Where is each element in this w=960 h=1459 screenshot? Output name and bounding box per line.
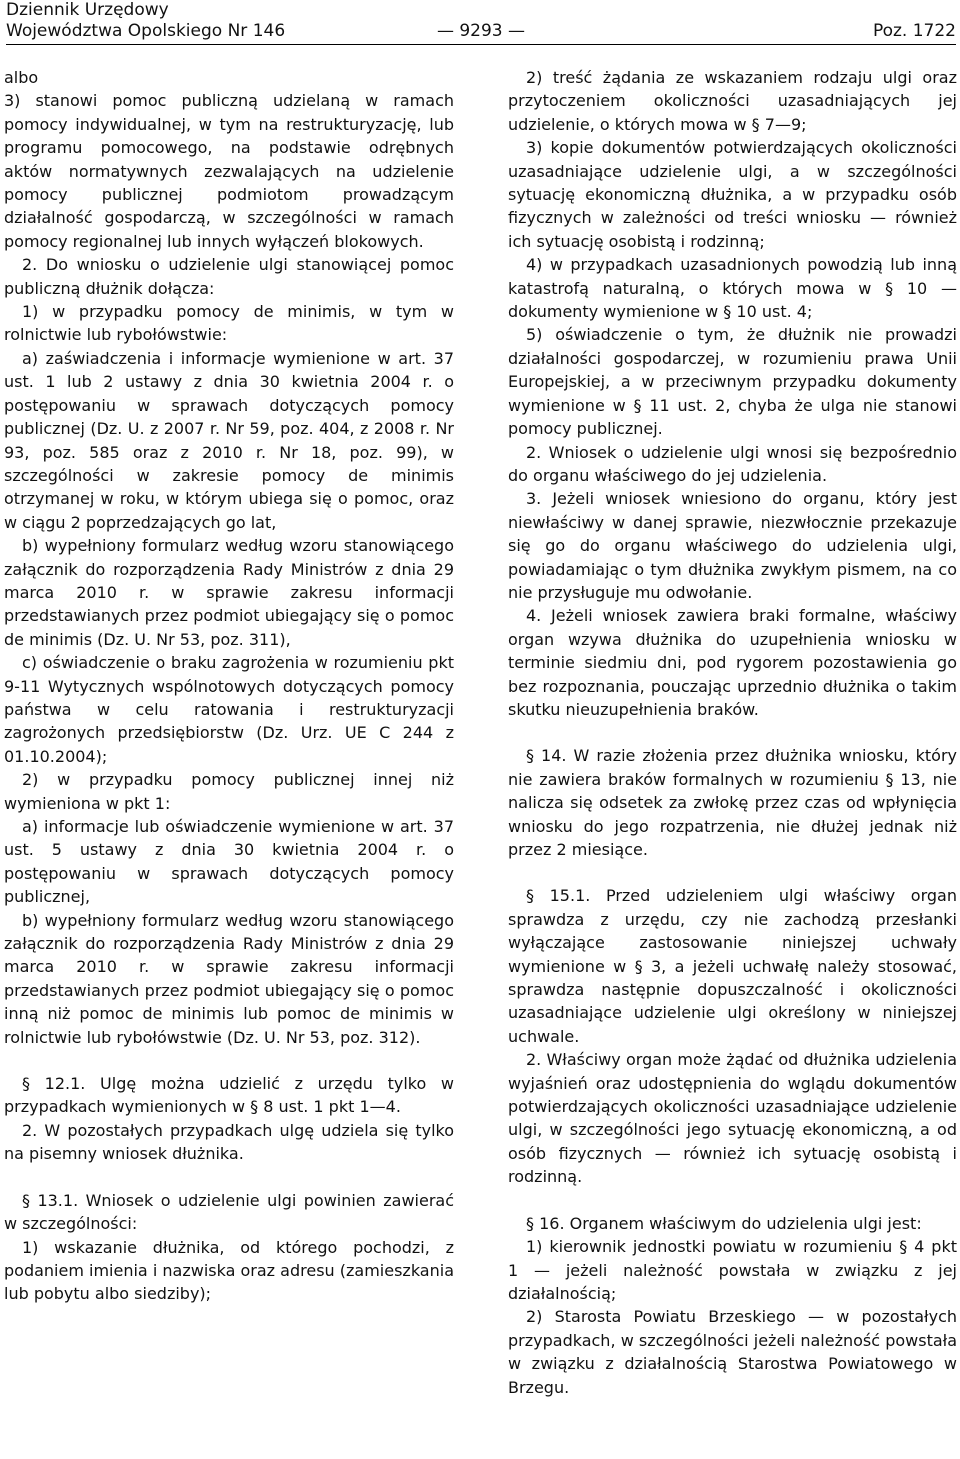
paragraph: 2) Starosta Powiatu Brzeskiego — w pozostałych przypadkach, w szczególności jeżeli należność powstała w związku z działalnością Starostwa Powiatowego w Brzegu. bbox=[508, 1307, 957, 1397]
paragraph: albo bbox=[4, 68, 39, 87]
journal-subtitle: Województwa Opolskiego Nr 146 bbox=[6, 21, 286, 41]
paragraph: 2) w przypadku pomocy publicznej innej niż wymieniona w pkt 1: bbox=[4, 770, 454, 813]
paragraph: 2. Właściwy organ może żądać od dłużnika udzielenia wyjaśnień oraz udostępnienia do wglądu dokumentów potwierdzających okoliczności uzasadniające udzielenie ulgi, w szczególności jego sytuację ekonomiczną, a od osób fizycznych — również ich sytuację osobistą i rodzinną. bbox=[508, 1050, 957, 1187]
paragraph: a) informacje lub oświadczenie wymienione w art. 37 ust. 5 ustawy z dnia 30 kwietnia 2004 r. o postępowaniu w sprawach dotyczących pomocy publicznej, bbox=[4, 817, 454, 907]
paragraph: 2) treść żądania ze wskazaniem rodzaju ulgi oraz przytoczeniem okoliczności uzasadniających jej udzielenie, o których mowa w § 7—9; bbox=[508, 68, 957, 134]
paragraph: 2. Do wniosku o udzielenie ulgi stanowiącej pomoc publiczną dłużnik dołącza: bbox=[4, 255, 454, 298]
paragraph: 4. Jeżeli wniosek zawiera braki formalne, właściwy organ wzywa dłużnika do uzupełnienia wniosku w terminie siedmiu dni, pod rygorem pozostawienia go bez rozpoznania, pouczając uprzednio dłużnika o takim skutku nieuzupełnienia braków. bbox=[508, 606, 957, 719]
section-paragraph: § 12.1. Ulgę można udzielić z urzędu tylko w przypadkach wymienionych w § 8 ust. 1 pkt 1—4. bbox=[4, 1074, 454, 1117]
paragraph: 3. Jeżeli wniosek wniesiono do organu, który jest niewłaściwy w danej sprawie, niezwłocznie przekazuje się go do organu właściwego do udzielenia ulgi, powiadamiając o tym dłużnika zwykłym pismem, na co nie przysługuje mu odwołanie. bbox=[508, 489, 957, 602]
paragraph: c) oświadczenie o braku zagrożenia w rozumieniu pkt 9-11 Wytycznych wspólnotowych dotyczących pomocy państwa w celu ratowania i restrukturyzacji zagrożonych przedsiębiorstw (Dz. Urz. UE C 244 z 01.10.2004); bbox=[4, 653, 454, 766]
page-header bbox=[6, 0, 956, 45]
paragraph: b) wypełniony formularz według wzoru stanowiącego załącznik do rozporządzenia Rady Ministrów z dnia 29 marca 2010 r. w sprawie zakresu informacji przedstawianych przez podmiot ubiegający się o pomoc inną niż pomoc de minimis lub pomoc de minimis w rolnictwie lub rybołówstwie (Dz. U. Nr 53, poz. 312). bbox=[4, 910, 454, 1047]
section-paragraph: § 15.1. Przed udzieleniem ulgi właściwy organ sprawdza z urzędu, czy nie zachodzą przesłanki wyłączające zastosowanie niniejszej uchwały wymienione w § 3, a jeżeli uchwałę należy stosować, sprawdza następnie dopuszczalność i okoliczności uzasadniające udzielenie ulgi określony w niniejszej uchwale. bbox=[508, 886, 957, 1046]
paragraph: 1) wskazanie dłużnika, od którego pochodzi, z podaniem imienia i nazwiska oraz adresu (zamieszkania lub pobytu albo siedziby); bbox=[4, 1237, 454, 1304]
paragraph: 5) oświadczenie o tym, że dłużnik nie prowadzi działalności gospodarczej, w rozumieniu prawa Unii Europejskiej, a w przeciwnym przypadku dokumenty wymienione w § 11 ust. 2, chyba że ulga nie stanowi pomocy publicznej. bbox=[508, 325, 957, 439]
right-column bbox=[508, 66, 957, 1399]
paragraph: 3) stanowi pomoc publiczną udzielaną w ramach pomocy indywidualnej, w tym na restrukturyzację, lub programu pomocowego, na podstawie odrębnych aktów normatywnych zezwalających na udzielenie pomocy publicznej podmiotom prowadzącym działalność gospodarczą, w szczególności w ramach pomocy regionalnej lub innych wyłączeń blokowych. bbox=[4, 91, 454, 251]
paragraph: 4) w przypadkach uzasadnionych powodzią lub inną katastrofą naturalną, o których mowa w § 10 — dokumenty wymienione w § 10 ust. 4; bbox=[508, 255, 957, 322]
paragraph: b) wypełniony formularz według wzoru stanowiącego załącznik do rozporządzenia Rady Ministrów z dnia 29 marca 2010 r. w sprawie zakresu informacji przedstawianych przez podmiot ubiegający się o pomoc de minimis (Dz. U. Nr 53, poz. 311), bbox=[4, 536, 454, 649]
paragraph: 2. W pozostałych przypadkach ulgę udziela się tylko na pisemny wniosek dłużnika. bbox=[4, 1120, 454, 1164]
paragraph: 1) w przypadku pomocy de minimis, w tym w rolnictwie lub rybołówstwie: bbox=[4, 302, 454, 345]
paragraph: 1) kierownik jednostki powiatu w rozumieniu § 4 pkt 1 — jeżeli należność powstała w związku z jej działalnością; bbox=[508, 1237, 957, 1303]
section-paragraph: § 16. Organem właściwym do udzielenia ulgi jest: bbox=[526, 1213, 922, 1233]
page-number: — 9293 — bbox=[436, 21, 526, 41]
paragraph: 2. Wniosek o udzielenie ulgi wnosi się bezpośrednio do organu właściwego do jej udzielenia. bbox=[508, 442, 957, 485]
left-column bbox=[4, 66, 454, 1306]
section-paragraph: § 13.1. Wniosek o udzielenie ulgi powinien zawierać w szczególności: bbox=[4, 1190, 454, 1234]
section-paragraph: § 14. W razie złożenia przez dłużnika wniosku, który nie zawiera braków formalnych w rozumieniu § 13, nie nalicza się odsetek za zwłokę przez czas od wpłynięcia wniosku do jego rozpatrzenia, nie dłużej jednak niż przez 2 miesiące. bbox=[508, 746, 957, 859]
paragraph: 3) kopie dokumentów potwierdzających okoliczności uzasadniające udzielenie ulgi, a w szczególności sytuację ekonomiczną dłużnika, a w przypadku osób fizycznych w zależności od treści wniosku — również ich sytuację osobistą i rodzinną; bbox=[508, 138, 957, 251]
journal-title: Dziennik Urzędowy bbox=[6, 0, 169, 20]
position-number: Poz. 1722 bbox=[872, 21, 956, 41]
paragraph: a) zaświadczenia i informacje wymienione w art. 37 ust. 1 lub 2 ustawy z dnia 30 kwietnia 2004 r. o postępowaniu w sprawach dotyczących pomocy publicznej (Dz. U. z 2007 r. Nr 59, poz. 404, z 2008 r. Nr 93, poz. 585 oraz z 2010 r. Nr 18, poz. 99), w szczególności w zakresie pomocy de minimis otrzymanej w roku, w którym ubiega się o pomoc, oraz w ciągu 2 poprzedzających go lat, bbox=[4, 348, 454, 532]
